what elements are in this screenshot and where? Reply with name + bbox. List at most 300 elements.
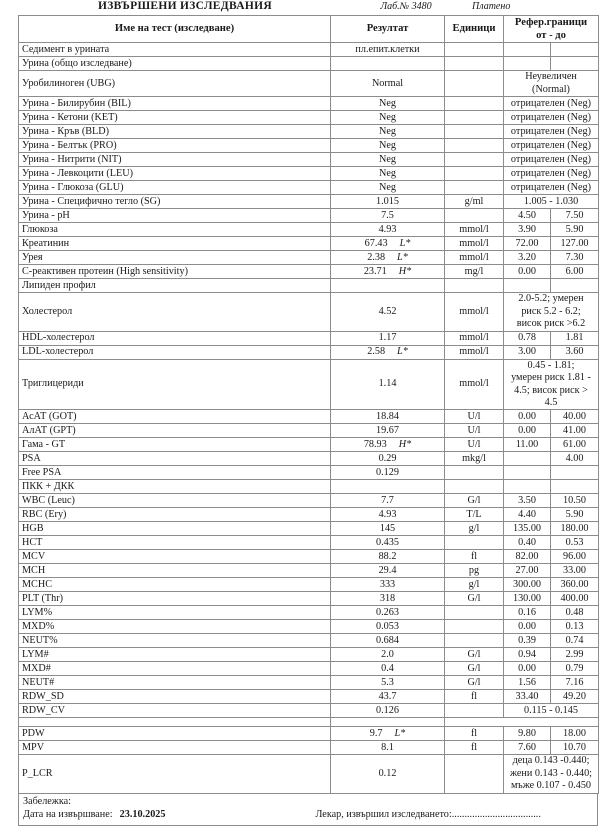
- reference-range-line: жени 0.143 - 0.440;: [509, 767, 593, 779]
- result-value-cell: [331, 480, 445, 494]
- test-name-cell: Урина - Белтък (PRO): [19, 139, 331, 153]
- unit-cell: pg: [445, 564, 504, 578]
- unit-cell: G/l: [445, 662, 504, 676]
- result-value-cell: [331, 97, 445, 111]
- reference-to-cell: 49.20: [551, 690, 599, 704]
- unit-cell: [445, 167, 504, 181]
- unit-cell: [445, 153, 504, 167]
- unit-cell: G/l: [445, 676, 504, 690]
- table-row: [19, 71, 599, 97]
- result-value: 0.129: [376, 466, 399, 478]
- reference-from-cell: 27.00: [504, 564, 551, 578]
- unit-cell: mmol/l: [445, 293, 504, 331]
- test-name-cell: Урина - Левкоцити (LEU): [19, 167, 331, 181]
- table-row: [19, 97, 599, 111]
- reference-from-cell: 4.50: [504, 209, 551, 223]
- test-name-cell: Креатинин: [19, 237, 331, 251]
- test-name-cell: LYM%: [19, 606, 331, 620]
- result-value-cell: [331, 43, 445, 57]
- reference-from-cell: [504, 57, 551, 71]
- result-value-cell: [331, 741, 445, 755]
- reference-from-cell: 130.00: [504, 592, 551, 606]
- result-value: Neg: [379, 153, 396, 165]
- reference-range-line: отрицателен (Neg): [510, 97, 592, 109]
- column-header-result: Резултат: [331, 16, 445, 43]
- reference-range-cell: [504, 125, 599, 139]
- table-row: [19, 755, 599, 793]
- result-value-cell: [331, 345, 445, 359]
- reference-from-cell: 0.00: [504, 265, 551, 279]
- unit-cell: mmol/l: [445, 237, 504, 251]
- result-value-cell: [331, 727, 445, 741]
- result-value-cell: [331, 167, 445, 181]
- reference-from-cell: 135.00: [504, 522, 551, 536]
- reference-to-cell: 0.13: [551, 620, 599, 634]
- result-value-cell: [331, 279, 445, 293]
- result-value: пл.епит.клетки: [355, 43, 420, 55]
- table-row: [19, 592, 599, 606]
- result-value-cell: [331, 676, 445, 690]
- test-name-cell: Гама - GT: [19, 438, 331, 452]
- result-value-cell: [331, 265, 445, 279]
- reference-from-cell: [504, 466, 551, 480]
- result-value: 0.263: [376, 606, 399, 618]
- reference-to-cell: [551, 466, 599, 480]
- result-flag: H*: [398, 438, 412, 450]
- result-value-cell: [331, 359, 445, 410]
- test-name-cell: PDW: [19, 727, 331, 741]
- unit-cell: g/ml: [445, 195, 504, 209]
- unit-cell: [445, 634, 504, 648]
- table-spacer-row: [19, 718, 599, 727]
- reference-range-cell: [504, 293, 599, 331]
- reference-range-line: 4.5: [544, 396, 558, 408]
- reference-range-line: отрицателен (Neg): [510, 111, 592, 123]
- result-value: 1.17: [378, 331, 397, 343]
- reference-range-cell: [504, 97, 599, 111]
- test-name-cell: PSA: [19, 452, 331, 466]
- table-header: [19, 16, 599, 43]
- result-value: 78.93: [363, 438, 387, 450]
- reference-range-cell: [504, 167, 599, 181]
- column-header-reference-range: [504, 16, 599, 43]
- spacer-cell: [331, 718, 445, 727]
- result-value: Neg: [379, 111, 396, 123]
- result-value: 67.43: [364, 237, 388, 249]
- table-body: [19, 43, 599, 793]
- report-footer: [18, 794, 598, 826]
- table-row: [19, 662, 599, 676]
- unit-cell: U/l: [445, 438, 504, 452]
- result-value-cell: [331, 153, 445, 167]
- table-row: [19, 578, 599, 592]
- reference-range-line: отрицателен (Neg): [510, 125, 592, 137]
- result-value: 2.58: [367, 345, 386, 357]
- result-flag: L*: [394, 727, 406, 739]
- reference-range-cell: [504, 71, 599, 97]
- table-row: [19, 223, 599, 237]
- reference-range-line: умерен риск 1.81 -: [511, 372, 591, 384]
- lab-number: Лаб.№ 3480: [380, 1, 432, 12]
- reference-to-cell: 1.81: [551, 331, 599, 345]
- unit-cell: G/l: [445, 648, 504, 662]
- test-name-cell: Холестерол: [19, 293, 331, 331]
- reference-range-cell: [504, 359, 599, 410]
- result-value-cell: [331, 550, 445, 564]
- unit-cell: fl: [445, 727, 504, 741]
- reference-to-cell: 0.79: [551, 662, 599, 676]
- result-value-cell: [331, 195, 445, 209]
- reference-from-cell: 7.60: [504, 741, 551, 755]
- reference-to-cell: [551, 57, 599, 71]
- unit-cell: U/l: [445, 424, 504, 438]
- table-row: [19, 237, 599, 251]
- unit-cell: mmol/l: [445, 359, 504, 410]
- result-value-cell: [331, 536, 445, 550]
- table-row: [19, 125, 599, 139]
- unit-cell: mg/l: [445, 265, 504, 279]
- column-header-units: Единици: [445, 16, 504, 43]
- result-value-cell: [331, 71, 445, 97]
- reference-from-cell: 0.94: [504, 648, 551, 662]
- result-value-cell: [331, 690, 445, 704]
- date-value: 23.10.2025: [119, 809, 166, 821]
- test-name-cell: RDW_CV: [19, 704, 331, 718]
- table-row: [19, 727, 599, 741]
- result-value: 4.93: [378, 223, 397, 235]
- result-value-cell: [331, 251, 445, 265]
- reference-to-cell: 41.00: [551, 424, 599, 438]
- test-name-cell: WBC (Leuc): [19, 494, 331, 508]
- document-header: [18, 0, 598, 15]
- unit-cell: [445, 480, 504, 494]
- test-name-cell: АлАТ (GPT): [19, 424, 331, 438]
- result-value: 9.7: [369, 727, 383, 739]
- reference-to-cell: 18.00: [551, 727, 599, 741]
- reference-from-cell: 0.40: [504, 536, 551, 550]
- result-value: Normal: [371, 77, 404, 89]
- result-value: Neg: [379, 139, 396, 151]
- table-row: [19, 251, 599, 265]
- reference-from-cell: 11.00: [504, 438, 551, 452]
- result-value-cell: [331, 111, 445, 125]
- reference-range-line: 0.115 - 0.145: [524, 704, 578, 716]
- reference-range-cell: [504, 195, 599, 209]
- reference-range-line: отрицателен (Neg): [510, 167, 592, 179]
- reference-from-cell: 3.20: [504, 251, 551, 265]
- unit-cell: G/l: [445, 592, 504, 606]
- result-value: 0.29: [378, 452, 397, 464]
- result-value: 88.2: [378, 550, 397, 562]
- table-row: [19, 536, 599, 550]
- table-row: [19, 293, 599, 331]
- test-name-cell: RDW_SD: [19, 690, 331, 704]
- reference-from-cell: 0.78: [504, 331, 551, 345]
- table-row: [19, 741, 599, 755]
- reference-range-cell: [504, 755, 599, 793]
- result-value-cell: [331, 331, 445, 345]
- table-row: [19, 494, 599, 508]
- unit-cell: [445, 43, 504, 57]
- test-name-cell: Урина - Кетони (KET): [19, 111, 331, 125]
- result-value-cell: [331, 592, 445, 606]
- table-row: [19, 359, 599, 410]
- reference-from-cell: 1.56: [504, 676, 551, 690]
- reference-range-line: деца 0.143 -0.440;: [512, 755, 590, 767]
- unit-cell: [445, 181, 504, 195]
- reference-from-cell: [504, 480, 551, 494]
- reference-from-cell: 0.00: [504, 620, 551, 634]
- result-value-cell: [331, 648, 445, 662]
- result-value: 23.71: [363, 265, 387, 277]
- result-value-cell: [331, 57, 445, 71]
- table-row: [19, 424, 599, 438]
- result-value: 1.015: [376, 195, 399, 207]
- test-name-cell: PLT (Thr): [19, 592, 331, 606]
- reference-range-line2: от - до: [536, 30, 566, 42]
- column-header-name: Име на тест (изследване): [19, 16, 331, 43]
- table-row: [19, 181, 599, 195]
- table-row: [19, 438, 599, 452]
- result-value-cell: [331, 578, 445, 592]
- reference-to-cell: 10.50: [551, 494, 599, 508]
- reference-to-cell: 2.99: [551, 648, 599, 662]
- result-flag: L*: [397, 345, 408, 357]
- unit-cell: G/l: [445, 494, 504, 508]
- result-value: 0.12: [378, 767, 397, 779]
- result-value: 0.435: [376, 536, 399, 548]
- unit-cell: [445, 209, 504, 223]
- unit-cell: fl: [445, 690, 504, 704]
- result-value-cell: [331, 452, 445, 466]
- result-value-cell: [331, 494, 445, 508]
- test-name-cell: HCT: [19, 536, 331, 550]
- reference-from-cell: 3.50: [504, 494, 551, 508]
- table-row: [19, 410, 599, 424]
- table-row: [19, 648, 599, 662]
- unit-cell: T/L: [445, 508, 504, 522]
- result-value: Neg: [379, 181, 396, 193]
- result-value: 0.053: [376, 620, 399, 632]
- reference-from-cell: [504, 279, 551, 293]
- spacer-cell: [19, 718, 331, 727]
- unit-cell: U/l: [445, 410, 504, 424]
- reference-range-line: 0.45 - 1.81;: [527, 359, 575, 371]
- test-name-cell: MCV: [19, 550, 331, 564]
- result-value-cell: [331, 237, 445, 251]
- reference-to-cell: 360.00: [551, 578, 599, 592]
- date-label: Дата на извършване:: [23, 809, 113, 821]
- reference-to-cell: [551, 43, 599, 57]
- reference-from-cell: 0.39: [504, 634, 551, 648]
- table-row: [19, 522, 599, 536]
- test-name-cell: MCH: [19, 564, 331, 578]
- unit-cell: mmol/l: [445, 345, 504, 359]
- results-table: [18, 15, 599, 794]
- result-value-cell: [331, 634, 445, 648]
- result-value: Neg: [379, 97, 396, 109]
- reference-range-line: отрицателен (Neg): [510, 139, 592, 151]
- unit-cell: mkg/l: [445, 452, 504, 466]
- unit-cell: [445, 57, 504, 71]
- result-value: 18.84: [376, 410, 399, 422]
- result-flag: L*: [399, 237, 411, 249]
- unit-cell: [445, 279, 504, 293]
- reference-to-cell: 7.30: [551, 251, 599, 265]
- table-row: [19, 690, 599, 704]
- reference-from-cell: 82.00: [504, 550, 551, 564]
- reference-from-cell: 33.40: [504, 690, 551, 704]
- reference-to-cell: 400.00: [551, 592, 599, 606]
- test-name-cell: LYM#: [19, 648, 331, 662]
- unit-cell: [445, 755, 504, 793]
- test-name-cell: С-реактивен протеин (High sensitivity): [19, 265, 331, 279]
- table-row: [19, 452, 599, 466]
- test-name-cell: HDL-холестерол: [19, 331, 331, 345]
- table-row: [19, 345, 599, 359]
- result-value: 7.5: [381, 209, 394, 221]
- document-title: ИЗВЪРШЕНИ ИЗСЛЕДВАНИЯ: [98, 0, 272, 12]
- unit-cell: [445, 71, 504, 97]
- reference-range-line: 1.005 - 1.030: [523, 195, 579, 207]
- unit-cell: fl: [445, 550, 504, 564]
- result-value-cell: [331, 410, 445, 424]
- test-name-cell: MCHC: [19, 578, 331, 592]
- result-value-cell: [331, 704, 445, 718]
- reference-from-cell: [504, 452, 551, 466]
- reference-to-cell: 7.50: [551, 209, 599, 223]
- test-name-cell: Триглицериди: [19, 359, 331, 410]
- reference-from-cell: 0.00: [504, 424, 551, 438]
- result-value: 4.52: [378, 305, 397, 317]
- test-name-cell: Урина - Кръв (BLD): [19, 125, 331, 139]
- unit-cell: [445, 536, 504, 550]
- reference-to-cell: 0.48: [551, 606, 599, 620]
- unit-cell: [445, 466, 504, 480]
- reference-range-line: мъже 0.107 - 0.450: [510, 780, 592, 792]
- result-value-cell: [331, 564, 445, 578]
- result-value: 2.38: [367, 251, 386, 263]
- reference-to-cell: 0.74: [551, 634, 599, 648]
- result-value-cell: [331, 620, 445, 634]
- test-name-cell: Глюкоза: [19, 223, 331, 237]
- test-name-cell: HGB: [19, 522, 331, 536]
- test-name-cell: АсАТ (GOT): [19, 410, 331, 424]
- reference-range-line1: Рефер.граници: [514, 17, 588, 28]
- reference-to-cell: 4.00: [551, 452, 599, 466]
- test-name-cell: NEUT#: [19, 676, 331, 690]
- test-name-cell: Урина - Специфично тегло (SG): [19, 195, 331, 209]
- reference-from-cell: 0.16: [504, 606, 551, 620]
- test-name-cell: Седимент в урината: [19, 43, 331, 57]
- table-header-row: [19, 16, 599, 43]
- result-value: 5.3: [381, 676, 394, 688]
- reference-range-line: висок риск >6.2: [516, 318, 586, 330]
- reference-to-cell: 180.00: [551, 522, 599, 536]
- result-value-cell: [331, 662, 445, 676]
- result-value: 1.14: [378, 378, 397, 390]
- reference-range-cell: [504, 704, 599, 718]
- reference-range-line: 4.5; висок риск >: [514, 384, 588, 396]
- result-value-cell: [331, 438, 445, 452]
- reference-to-cell: 5.90: [551, 508, 599, 522]
- result-value: 43.7: [378, 690, 397, 702]
- result-value-cell: [331, 522, 445, 536]
- unit-cell: fl: [445, 741, 504, 755]
- table-row: [19, 209, 599, 223]
- reference-to-cell: 0.53: [551, 536, 599, 550]
- result-value: 145: [379, 522, 396, 534]
- test-name-cell: Урина - pH: [19, 209, 331, 223]
- reference-to-cell: 3.60: [551, 345, 599, 359]
- table-row: [19, 167, 599, 181]
- table-row: [19, 466, 599, 480]
- unit-cell: mmol/l: [445, 251, 504, 265]
- reference-from-cell: 3.00: [504, 345, 551, 359]
- table-row: [19, 634, 599, 648]
- reference-to-cell: [551, 279, 599, 293]
- result-value: 0.4: [381, 662, 394, 674]
- payment-status: Платено: [472, 1, 511, 12]
- table-row: [19, 620, 599, 634]
- table-row: [19, 704, 599, 718]
- reference-to-cell: 96.00: [551, 550, 599, 564]
- reference-range-line: риск 5.2 - 6.2;: [521, 305, 581, 317]
- unit-cell: mmol/l: [445, 331, 504, 345]
- unit-cell: [445, 111, 504, 125]
- result-value-cell: [331, 293, 445, 331]
- unit-cell: g/l: [445, 522, 504, 536]
- spacer-cell: [445, 718, 599, 727]
- table-row: [19, 606, 599, 620]
- reference-from-cell: 4.40: [504, 508, 551, 522]
- unit-cell: [445, 139, 504, 153]
- unit-cell: [445, 704, 504, 718]
- unit-cell: g/l: [445, 578, 504, 592]
- unit-cell: [445, 97, 504, 111]
- table-row: [19, 331, 599, 345]
- result-value: 0.126: [376, 704, 399, 716]
- test-name-cell: MXD#: [19, 662, 331, 676]
- reference-to-cell: 40.00: [551, 410, 599, 424]
- result-flag: H*: [398, 265, 412, 277]
- result-value-cell: [331, 755, 445, 793]
- reference-to-cell: 10.70: [551, 741, 599, 755]
- unit-cell: mmol/l: [445, 223, 504, 237]
- table-row: [19, 279, 599, 293]
- table-row: [19, 57, 599, 71]
- result-value: 2.0: [381, 648, 394, 660]
- test-name-cell: Уробилиноген (UBG): [19, 71, 331, 97]
- reference-from-cell: 72.00: [504, 237, 551, 251]
- table-row: [19, 111, 599, 125]
- table-row: [19, 564, 599, 578]
- reference-to-cell: 7.16: [551, 676, 599, 690]
- test-name-cell: Free PSA: [19, 466, 331, 480]
- footer-signature-row: [23, 808, 593, 822]
- result-value: 4.93: [378, 508, 397, 520]
- result-value: 0.684: [376, 634, 399, 646]
- test-name-cell: P_LCR: [19, 755, 331, 793]
- reference-range-line: Неувеличен: [525, 71, 577, 83]
- reference-from-cell: 0.00: [504, 662, 551, 676]
- reference-range-cell: [504, 181, 599, 195]
- reference-to-cell: 33.00: [551, 564, 599, 578]
- doctor-signature-label: Лекар, извършил изследването:...................................: [315, 809, 541, 821]
- result-value-cell: [331, 181, 445, 195]
- table-row: [19, 139, 599, 153]
- table-row: [19, 43, 599, 57]
